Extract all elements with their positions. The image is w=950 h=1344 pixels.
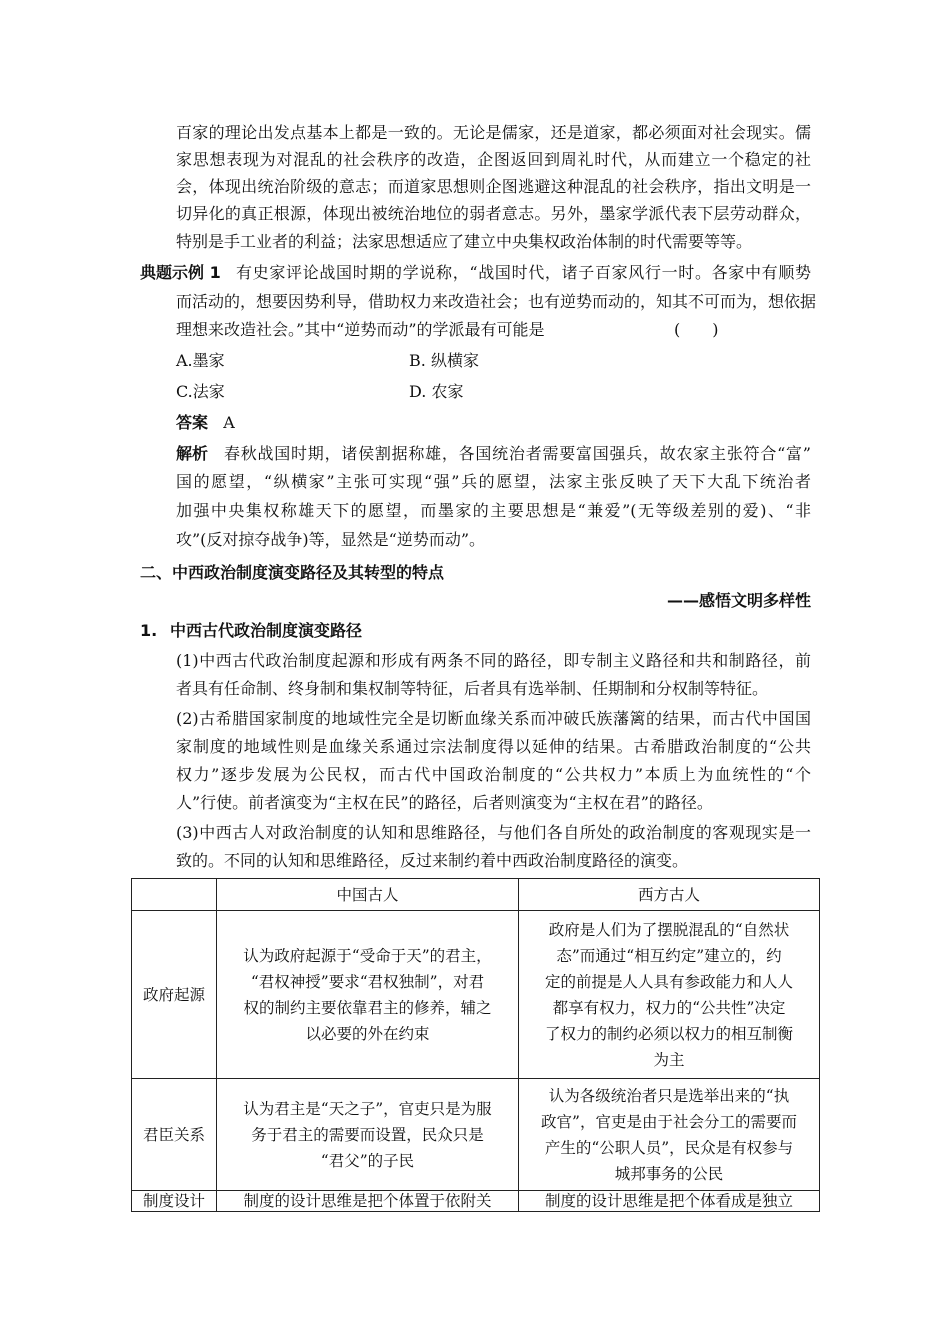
table-header-cell: 西方古人 [518,879,819,911]
para-line: 者具有任命制、终身制和集权制等特征，后者具有选举制、任期制和分权制等特征。 [176,679,769,698]
west-cell [518,911,819,1079]
cell-line: 了权力的制约必须以权力的相互制衡 [544,1024,793,1043]
para-line: (2)古希腊国家制度的地域性完全是切断血缘关系而冲破氏族藩篱的结果，而古代中国国 [176,709,811,728]
table-header-cell: 中国古人 [216,879,518,911]
intro-line: 切异化的真正根源，体现出被统治地位的弱者意志。另外，墨家学派代表下层劳动群众， [176,204,811,223]
cell-line: 政府是人们为了摆脱混乱的“自然状 [548,920,790,939]
cell-line: 制度的设计思维是把个体置于依附关 [243,1192,492,1210]
para-line: 权力”逐步发展为公民权，而古代中国政治制度的“公共权力”本质上为血统性的“个 [176,765,811,784]
cell-line: 务于君主的需要而设置，民众只是 [251,1125,484,1144]
para-line: 致的。不同的认知和思维路径，反过来制约着中西政治制度路径的演变。 [176,851,689,870]
option-a [176,350,225,372]
analysis-line: 国的愿望，“纵横家”主张可实现“强”兵的愿望，法家主张反映了天下大乱下统治者 [176,472,811,491]
option-text: 法家 [192,382,225,401]
analysis-line: 春秋战国时期，诸侯割据称雄，各国统治者需要富国强兵，故农家主张符合“富” [224,444,811,463]
cell-line: 为主 [653,1050,685,1069]
answer-paren: ( ) [674,320,719,339]
west-cell [518,1079,819,1191]
para-line: (3)中西古人对政治制度的认知和思维路径，与他们各自所处的政治制度的客观现实是一 [176,823,811,842]
option-d [409,381,463,403]
table-header-cell [132,879,217,911]
option-b [409,350,479,372]
cell-line: 权的制约主要依靠君主的修养，辅之 [243,998,492,1017]
option-key: B. [409,351,426,370]
row-label: 政府起源 [132,911,217,1079]
cell-line: 定的前提是人人具有参政能力和人人 [544,972,793,991]
item-number: 1. [140,621,158,640]
option-key: D. [409,382,427,401]
comparison-table [131,878,820,1212]
cell-line: 都享有权力，权力的“公共性”决定 [552,998,786,1017]
example-line: 理想来改造社会。”其中“逆势而动”的学派最有可能是 [176,320,545,339]
analysis-line: 攻”(反对掠夺战争)等，显然是“逆势而动”。 [176,530,486,549]
cell-line: “君权神授”要求“君权独制”，对君 [250,972,485,991]
cell-line: 城邦事务的公民 [614,1164,724,1183]
option-key: C. [176,382,193,401]
option-c [176,381,225,403]
para-line: 家制度的地域性则是血缘关系通过宗法制度得以延伸的结果。古希腊政治制度的“公共 [176,737,811,756]
cell-line: 认为各级统治者只是选举出来的“执 [548,1086,790,1105]
row-label: 君臣关系 [132,1079,217,1191]
section-heading: 二、中西政治制度演变路径及其转型的特点 [140,563,445,582]
china-cell [216,1079,518,1191]
cell-line: 政官”，官吏是由于社会分工的需要而 [541,1112,797,1131]
section-subtitle: ——感悟文明多样性 [666,591,811,610]
table-row [132,1191,820,1212]
option-key: A. [176,351,193,370]
intro-line: 特别是手工业者的利益；法家思想适应了建立中央集权政治体制的时代需要等等。 [176,232,753,251]
para-line: (1)中西古代政治制度起源和形成有两条不同的路径，即专制主义路径和共和制路径，前 [176,651,811,670]
table-header-row [132,879,820,911]
table-row [132,911,820,1079]
answer-label: 答案 [176,413,209,432]
answer-value: A [223,413,235,432]
china-cell [216,1191,518,1212]
example-line: 有史家评论战国时期的学说称，“战国时代，诸子百家风行一时。各家中有顺势 [236,263,811,282]
analysis-line: 加强中央集权称雄天下的愿望，而墨家的主要思想是“兼爱”(无等级差别的爱)、“非 [176,501,811,520]
cell-line: 认为政府起源于“受命于天”的君主， [243,946,492,965]
option-text: 农家 [431,382,464,401]
intro-line: 家思想表现为对混乱的社会秩序的改造，企图返回到周礼时代，从而建立一个稳定的社 [176,150,811,169]
answer-line [176,412,235,434]
west-cell [518,1191,819,1212]
option-text: 墨家 [192,351,225,370]
cell-line: 以必要的外在约束 [305,1024,430,1043]
cell-line: 制度的设计思维是把个体看成是独立 [544,1192,793,1210]
cell-line: 态”而通过“相互约定”建立的，约 [556,946,782,965]
analysis-label: 解析 [176,444,209,463]
option-text: 纵横家 [430,351,479,370]
intro-line: 会，体现出统治阶级的意志；而道家思想则企图逃避这种混乱的社会秩序，指出文明是一 [176,177,811,196]
example-line: 而活动的，想要因势利导，借助权力来改造社会；也有逆势而动的，知其不可而为，想依据 [176,292,817,311]
cell-line: 认为君主是“天之子”，官吏只是为服 [243,1099,492,1118]
table-row [132,1079,820,1191]
cell-line: “君父”的子民 [320,1151,415,1170]
row-label: 制度设计 [132,1191,217,1212]
cell-line: 产生的“公职人员”，民众是有权参与 [544,1138,794,1157]
intro-line: 百家的理论出发点基本上都是一致的。无论是儒家，还是道家，都必须面对社会现实。儒 [176,123,811,142]
item-title: 中西古代政治制度演变路径 [170,621,363,640]
para-line: 人”行使。前者演变为“主权在民”的路径，后者则演变为“主权在君”的路径。 [176,793,713,812]
example-label: 典题示例 1 [140,263,221,282]
china-cell [216,911,518,1079]
